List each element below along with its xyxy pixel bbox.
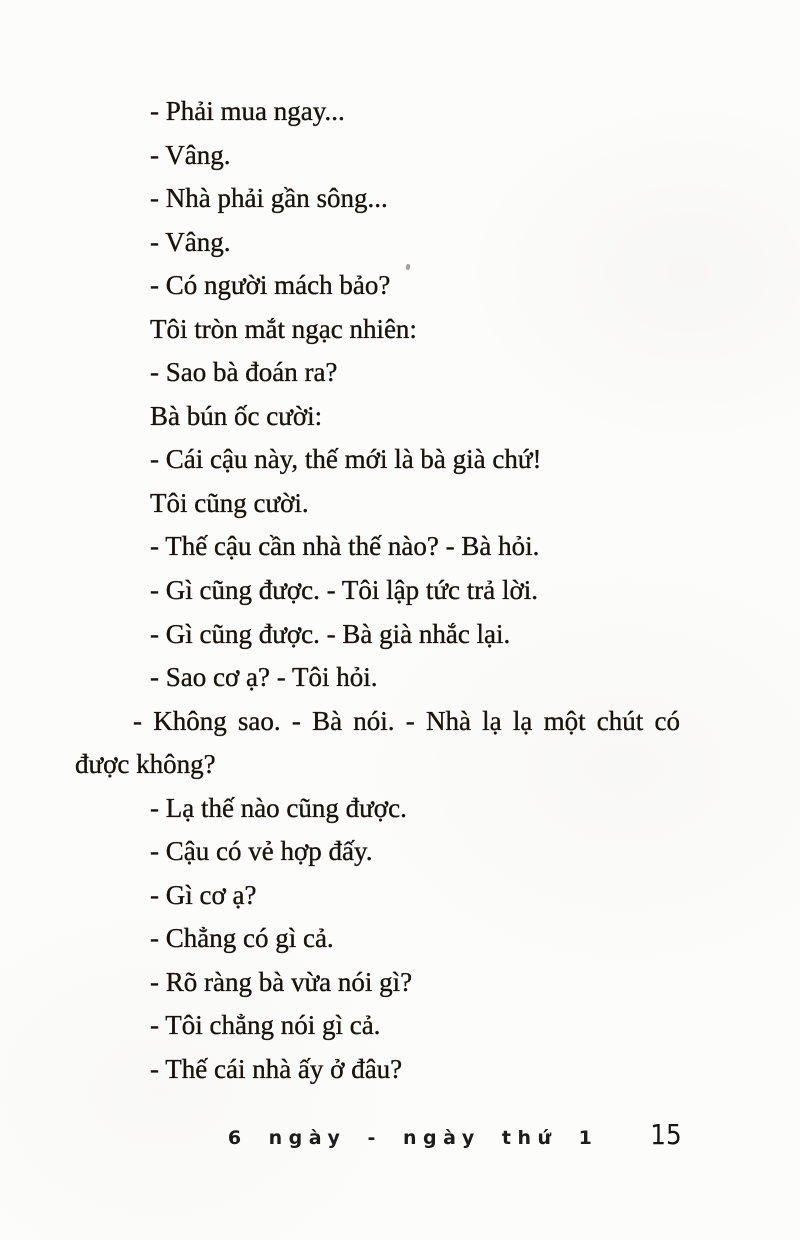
text-line: - Gì cũng được. - Tôi lập tức trả lời. bbox=[150, 575, 538, 606]
text-line: - Nhà phải gần sông... bbox=[150, 183, 388, 214]
text-line: - Sao cơ ạ? - Tôi hỏi. bbox=[150, 662, 378, 693]
running-title: 6 ngày - ngày thứ 1 bbox=[227, 1127, 599, 1149]
text-line: - Rõ ràng bà vừa nói gì? bbox=[150, 966, 413, 997]
text-line: Tôi tròn mắt ngạc nhiên: bbox=[150, 313, 417, 344]
text-line: - Có người mách bảo? bbox=[150, 270, 391, 301]
text-line: - Vâng. bbox=[150, 139, 231, 170]
text-line: - Thế cái nhà ấy ở đâu? bbox=[150, 1054, 403, 1085]
page-footer bbox=[0, 1118, 800, 1151]
text-line: - Tôi chẳng nói gì cả. bbox=[150, 1010, 381, 1041]
text-line: - Không sao. - Bà nói. - Nhà lạ lạ một chút có bbox=[133, 705, 680, 736]
text-line: - Chẳng có gì cả. bbox=[150, 923, 334, 954]
text-line: - Gì cũng được. - Bà già nhắc lại. bbox=[150, 618, 511, 649]
page-number: 15 bbox=[650, 1118, 682, 1151]
text-line: Bà bún ốc cười: bbox=[150, 400, 323, 431]
text-line: - Sao bà đoán ra? bbox=[150, 357, 338, 388]
text-line: - Lạ thế nào cũng được. bbox=[150, 792, 407, 823]
text-line: - Cái cậu này, thế mới là bà già chứ! bbox=[150, 444, 542, 475]
text-line: - Cậu có vẻ hợp đấy. bbox=[150, 836, 373, 867]
text-line: được không? bbox=[75, 749, 216, 780]
text-line: - Vâng. bbox=[150, 226, 231, 257]
text-line: - Thế cậu cần nhà thế nào? - Bà hỏi. bbox=[150, 531, 540, 562]
text-line: Tôi cũng cười. bbox=[150, 487, 309, 518]
text-line: - Phải mua ngay... bbox=[150, 96, 345, 126]
body-text bbox=[75, 90, 680, 1092]
text-line: - Gì cơ ạ? bbox=[150, 879, 257, 910]
